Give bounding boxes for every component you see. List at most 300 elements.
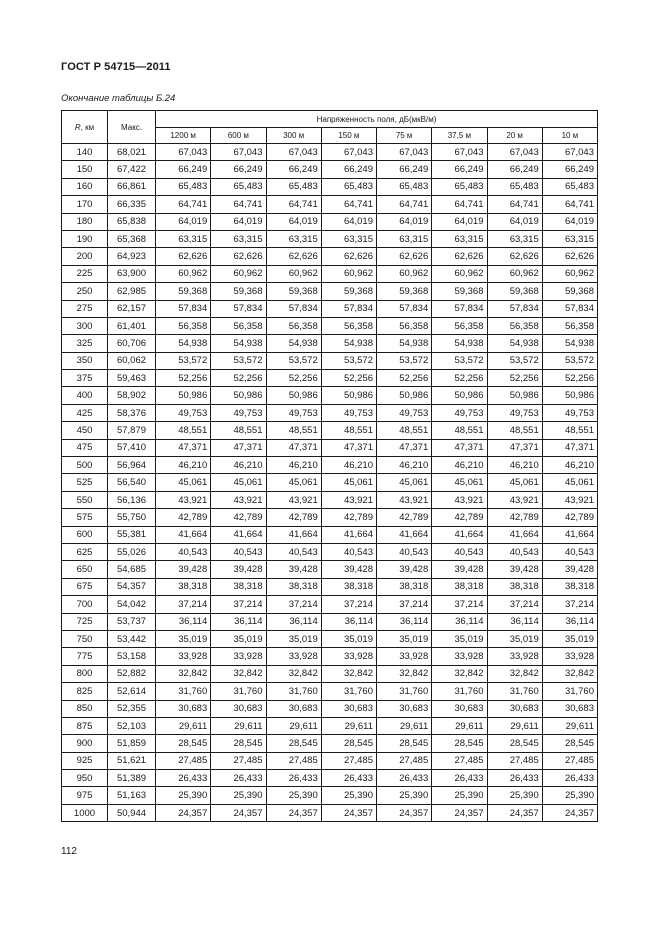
distance-cell: 775 — [62, 648, 108, 665]
distance-cell: 650 — [62, 561, 108, 578]
field-strength-cell: 33,928 — [211, 648, 266, 665]
distance-cell: 1000 — [62, 804, 108, 821]
table-row — [62, 596, 598, 613]
field-strength-cell: 65,483 — [156, 178, 211, 195]
max-value-cell: 64,923 — [108, 248, 156, 265]
distance-cell: 575 — [62, 509, 108, 526]
distance-cell: 475 — [62, 439, 108, 456]
field-strength-cell: 43,921 — [211, 491, 266, 508]
table-row — [62, 161, 598, 178]
distance-cell: 225 — [62, 265, 108, 282]
field-strength-cell: 64,741 — [542, 196, 597, 213]
field-strength-cell: 35,019 — [377, 630, 432, 647]
distance-cell: 140 — [62, 144, 108, 161]
table-row — [62, 317, 598, 334]
field-strength-cell: 67,043 — [377, 144, 432, 161]
field-strength-cell: 48,551 — [266, 422, 321, 439]
table-row — [62, 578, 598, 595]
field-strength-cell: 64,019 — [432, 213, 487, 230]
field-strength-cell: 26,433 — [542, 770, 597, 787]
field-strength-cell: 56,358 — [321, 317, 376, 334]
field-strength-cell: 63,315 — [156, 230, 211, 247]
field-strength-cell: 33,928 — [156, 648, 211, 665]
max-value-cell: 56,540 — [108, 474, 156, 491]
field-strength-cell: 36,114 — [542, 613, 597, 630]
distance-cell: 160 — [62, 178, 108, 195]
field-strength-cell: 45,061 — [156, 474, 211, 491]
distance-cell: 400 — [62, 387, 108, 404]
max-value-cell: 60,706 — [108, 335, 156, 352]
max-value-cell: 60,062 — [108, 352, 156, 369]
table-row — [62, 457, 598, 474]
field-strength-cell: 41,664 — [377, 526, 432, 543]
table-row — [62, 474, 598, 491]
field-strength-cell: 28,545 — [266, 735, 321, 752]
field-strength-cell: 41,664 — [542, 526, 597, 543]
field-strength-cell: 64,741 — [321, 196, 376, 213]
field-strength-cell: 45,061 — [432, 474, 487, 491]
max-value-cell: 55,381 — [108, 526, 156, 543]
max-value-cell: 67,422 — [108, 161, 156, 178]
field-strength-cell: 53,572 — [156, 352, 211, 369]
table-row — [62, 509, 598, 526]
max-value-cell: 65,368 — [108, 230, 156, 247]
max-value-cell: 58,376 — [108, 404, 156, 421]
field-strength-cell: 64,019 — [377, 213, 432, 230]
field-strength-cell: 25,390 — [487, 787, 542, 804]
table-head — [62, 111, 598, 144]
field-strength-cell: 25,390 — [432, 787, 487, 804]
field-strength-cell: 36,114 — [321, 613, 376, 630]
field-strength-cell: 37,214 — [266, 596, 321, 613]
distance-cell: 150 — [62, 161, 108, 178]
field-strength-cell: 28,545 — [211, 735, 266, 752]
field-strength-cell: 45,061 — [377, 474, 432, 491]
field-strength-cell: 35,019 — [211, 630, 266, 647]
field-strength-cell: 26,433 — [156, 770, 211, 787]
field-strength-cell: 59,368 — [266, 283, 321, 300]
field-strength-cell: 66,249 — [156, 161, 211, 178]
field-strength-cell: 27,485 — [542, 752, 597, 769]
field-strength-cell: 25,390 — [321, 787, 376, 804]
field-strength-cell: 66,249 — [377, 161, 432, 178]
max-value-cell: 66,861 — [108, 178, 156, 195]
field-strength-cell: 47,371 — [432, 439, 487, 456]
field-strength-cell: 38,318 — [432, 578, 487, 595]
field-strength-cell: 37,214 — [211, 596, 266, 613]
field-strength-cell: 24,357 — [211, 804, 266, 821]
max-value-cell: 54,042 — [108, 596, 156, 613]
field-strength-cell: 29,611 — [211, 717, 266, 734]
table-row — [62, 248, 598, 265]
distance-cell: 500 — [62, 457, 108, 474]
field-strength-cell: 46,210 — [377, 457, 432, 474]
field-strength-cell: 31,760 — [156, 683, 211, 700]
field-strength-cell: 60,962 — [542, 265, 597, 282]
distance-cell: 525 — [62, 474, 108, 491]
max-value-cell: 55,750 — [108, 509, 156, 526]
field-strength-cell: 63,315 — [321, 230, 376, 247]
column-header-height: 1200 м — [156, 128, 211, 144]
field-strength-cell: 53,572 — [321, 352, 376, 369]
field-strength-cell: 36,114 — [432, 613, 487, 630]
distance-cell: 180 — [62, 213, 108, 230]
field-strength-cell: 50,986 — [487, 387, 542, 404]
column-header-max: Макс. — [108, 111, 156, 144]
max-value-cell: 68,021 — [108, 144, 156, 161]
field-strength-cell: 65,483 — [266, 178, 321, 195]
field-strength-cell: 64,019 — [321, 213, 376, 230]
field-strength-cell: 64,741 — [156, 196, 211, 213]
field-strength-cell: 24,357 — [487, 804, 542, 821]
field-strength-cell: 24,357 — [377, 804, 432, 821]
table-caption: Окончание таблицы Б.24 — [61, 93, 176, 104]
field-strength-cell: 32,842 — [377, 665, 432, 682]
max-value-cell: 52,882 — [108, 665, 156, 682]
table-body — [62, 144, 598, 822]
max-value-cell: 53,442 — [108, 630, 156, 647]
field-strength-cell: 67,043 — [266, 144, 321, 161]
field-strength-cell: 29,611 — [487, 717, 542, 734]
field-strength-cell: 32,842 — [156, 665, 211, 682]
distance-symbol: R — [74, 122, 81, 132]
field-strength-cell: 29,611 — [377, 717, 432, 734]
field-strength-cell: 43,921 — [156, 491, 211, 508]
field-strength-cell: 33,928 — [377, 648, 432, 665]
distance-cell: 450 — [62, 422, 108, 439]
field-strength-cell: 53,572 — [487, 352, 542, 369]
table-head-row — [62, 111, 598, 128]
field-strength-cell: 67,043 — [487, 144, 542, 161]
field-strength-cell: 29,611 — [156, 717, 211, 734]
field-strength-cell: 64,741 — [432, 196, 487, 213]
field-strength-cell: 35,019 — [487, 630, 542, 647]
column-header-height: 600 м — [211, 128, 266, 144]
field-strength-cell: 62,626 — [432, 248, 487, 265]
table-row — [62, 665, 598, 682]
field-strength-cell: 43,921 — [432, 491, 487, 508]
field-strength-cell: 40,543 — [266, 543, 321, 560]
field-strength-cell: 52,256 — [156, 370, 211, 387]
field-strength-cell: 27,485 — [156, 752, 211, 769]
distance-cell: 950 — [62, 770, 108, 787]
field-strength-cell: 38,318 — [377, 578, 432, 595]
field-strength-cell: 48,551 — [432, 422, 487, 439]
field-strength-cell: 59,368 — [156, 283, 211, 300]
field-strength-cell: 42,789 — [377, 509, 432, 526]
field-strength-cell: 29,611 — [432, 717, 487, 734]
field-strength-cell: 31,760 — [266, 683, 321, 700]
table-row — [62, 804, 598, 821]
field-strength-cell: 37,214 — [377, 596, 432, 613]
distance-cell: 750 — [62, 630, 108, 647]
field-strength-cell: 39,428 — [542, 561, 597, 578]
field-strength-cell: 66,249 — [266, 161, 321, 178]
max-value-cell: 52,355 — [108, 700, 156, 717]
field-strength-cell: 52,256 — [321, 370, 376, 387]
table-row — [62, 561, 598, 578]
field-strength-cell: 43,921 — [377, 491, 432, 508]
field-strength-cell: 40,543 — [432, 543, 487, 560]
field-strength-cell: 66,249 — [542, 161, 597, 178]
field-strength-cell: 50,986 — [211, 387, 266, 404]
field-strength-cell: 32,842 — [487, 665, 542, 682]
field-strength-cell: 27,485 — [211, 752, 266, 769]
field-strength-cell: 35,019 — [542, 630, 597, 647]
field-strength-cell: 35,019 — [266, 630, 321, 647]
field-strength-cell: 28,545 — [377, 735, 432, 752]
field-strength-cell: 33,928 — [432, 648, 487, 665]
column-header-height: 150 м — [321, 128, 376, 144]
field-strength-cell: 42,789 — [432, 509, 487, 526]
field-strength-cell: 52,256 — [266, 370, 321, 387]
field-strength-cell: 62,626 — [211, 248, 266, 265]
field-strength-cell: 64,019 — [156, 213, 211, 230]
field-strength-cell: 49,753 — [432, 404, 487, 421]
field-strength-cell: 42,789 — [266, 509, 321, 526]
field-strength-cell: 31,760 — [321, 683, 376, 700]
field-strength-cell: 43,921 — [487, 491, 542, 508]
field-strength-cell: 67,043 — [542, 144, 597, 161]
field-strength-cell: 66,249 — [432, 161, 487, 178]
field-strength-cell: 28,545 — [321, 735, 376, 752]
field-strength-cell: 24,357 — [542, 804, 597, 821]
field-strength-cell: 50,986 — [377, 387, 432, 404]
field-strength-cell: 63,315 — [542, 230, 597, 247]
field-strength-cell: 53,572 — [266, 352, 321, 369]
max-value-cell: 52,103 — [108, 717, 156, 734]
field-strength-cell: 30,683 — [377, 700, 432, 717]
field-strength-cell: 43,921 — [321, 491, 376, 508]
column-header-height: 10 м — [542, 128, 597, 144]
field-strength-cell: 56,358 — [542, 317, 597, 334]
field-strength-cell: 56,358 — [432, 317, 487, 334]
distance-cell: 900 — [62, 735, 108, 752]
field-strength-cell: 60,962 — [156, 265, 211, 282]
field-strength-cell: 30,683 — [432, 700, 487, 717]
field-strength-cell: 57,834 — [211, 300, 266, 317]
field-strength-cell: 26,433 — [211, 770, 266, 787]
field-strength-cell: 57,834 — [487, 300, 542, 317]
field-strength-cell: 41,664 — [211, 526, 266, 543]
field-strength-cell: 25,390 — [266, 787, 321, 804]
field-strength-cell: 65,483 — [211, 178, 266, 195]
field-strength-cell: 31,760 — [542, 683, 597, 700]
field-strength-cell: 27,485 — [487, 752, 542, 769]
field-strength-cell: 45,061 — [321, 474, 376, 491]
field-strength-cell: 41,664 — [432, 526, 487, 543]
field-strength-cell: 48,551 — [321, 422, 376, 439]
field-strength-cell: 65,483 — [487, 178, 542, 195]
field-strength-cell: 30,683 — [321, 700, 376, 717]
field-strength-cell: 47,371 — [266, 439, 321, 456]
field-strength-cell: 62,626 — [266, 248, 321, 265]
distance-cell: 275 — [62, 300, 108, 317]
distance-cell: 425 — [62, 404, 108, 421]
field-strength-cell: 32,842 — [211, 665, 266, 682]
field-strength-cell: 31,760 — [432, 683, 487, 700]
field-strength-cell: 53,572 — [432, 352, 487, 369]
max-value-cell: 53,737 — [108, 613, 156, 630]
field-strength-cell: 56,358 — [211, 317, 266, 334]
field-strength-cell: 39,428 — [377, 561, 432, 578]
max-value-cell: 55,026 — [108, 543, 156, 560]
field-strength-cell: 30,683 — [542, 700, 597, 717]
table-row — [62, 230, 598, 247]
field-strength-cell: 54,938 — [542, 335, 597, 352]
table-row — [62, 770, 598, 787]
field-strength-cell: 57,834 — [432, 300, 487, 317]
distance-cell: 600 — [62, 526, 108, 543]
field-strength-cell: 28,545 — [542, 735, 597, 752]
field-strength-cell: 40,543 — [321, 543, 376, 560]
field-strength-cell: 64,019 — [542, 213, 597, 230]
field-strength-cell: 64,019 — [211, 213, 266, 230]
table-row — [62, 630, 598, 647]
field-strength-cell: 56,358 — [377, 317, 432, 334]
distance-cell: 190 — [62, 230, 108, 247]
field-strength-cell: 28,545 — [487, 735, 542, 752]
max-value-cell: 50,944 — [108, 804, 156, 821]
field-strength-cell: 31,760 — [377, 683, 432, 700]
table-row — [62, 648, 598, 665]
table-row — [62, 439, 598, 456]
field-strength-cell: 35,019 — [432, 630, 487, 647]
table-row — [62, 213, 598, 230]
field-strength-cell: 33,928 — [542, 648, 597, 665]
field-strength-cell: 35,019 — [321, 630, 376, 647]
field-strength-cell: 53,572 — [542, 352, 597, 369]
field-strength-cell: 42,789 — [321, 509, 376, 526]
field-strength-cell: 30,683 — [156, 700, 211, 717]
field-strength-cell: 57,834 — [321, 300, 376, 317]
field-strength-cell: 29,611 — [542, 717, 597, 734]
max-value-cell: 54,685 — [108, 561, 156, 578]
field-strength-cell: 47,371 — [377, 439, 432, 456]
max-value-cell: 62,157 — [108, 300, 156, 317]
field-strength-cell: 65,483 — [321, 178, 376, 195]
table-row — [62, 717, 598, 734]
field-strength-cell: 27,485 — [266, 752, 321, 769]
field-strength-cell: 53,572 — [211, 352, 266, 369]
field-strength-cell: 64,741 — [211, 196, 266, 213]
distance-cell: 700 — [62, 596, 108, 613]
max-value-cell: 56,964 — [108, 457, 156, 474]
table-row — [62, 404, 598, 421]
field-strength-cell: 60,962 — [487, 265, 542, 282]
field-strength-cell: 45,061 — [211, 474, 266, 491]
distance-cell: 825 — [62, 683, 108, 700]
max-value-cell: 59,463 — [108, 370, 156, 387]
field-strength-cell: 49,753 — [487, 404, 542, 421]
field-strength-cell: 33,928 — [321, 648, 376, 665]
field-strength-cell: 47,371 — [156, 439, 211, 456]
field-strength-cell: 54,938 — [266, 335, 321, 352]
field-strength-cell: 59,368 — [432, 283, 487, 300]
field-strength-cell: 46,210 — [156, 457, 211, 474]
field-strength-cell: 31,760 — [211, 683, 266, 700]
table-row — [62, 700, 598, 717]
field-strength-cell: 38,318 — [211, 578, 266, 595]
field-strength-cell: 57,834 — [377, 300, 432, 317]
field-strength-cell: 57,834 — [266, 300, 321, 317]
column-group-header-field-strength: Напряженность поля, дБ(мкВ/м) — [156, 111, 598, 128]
field-strength-cell: 37,214 — [487, 596, 542, 613]
distance-cell: 550 — [62, 491, 108, 508]
distance-cell: 375 — [62, 370, 108, 387]
field-strength-cell: 50,986 — [321, 387, 376, 404]
field-strength-cell: 60,962 — [432, 265, 487, 282]
field-strength-cell: 41,664 — [487, 526, 542, 543]
field-strength-cell: 26,433 — [321, 770, 376, 787]
distance-cell: 725 — [62, 613, 108, 630]
field-strength-cell: 42,789 — [542, 509, 597, 526]
field-strength-cell: 64,019 — [266, 213, 321, 230]
table-row — [62, 196, 598, 213]
distance-cell: 675 — [62, 578, 108, 595]
max-value-cell: 51,621 — [108, 752, 156, 769]
field-strength-cell: 65,483 — [377, 178, 432, 195]
field-strength-cell: 50,986 — [542, 387, 597, 404]
field-strength-cell: 27,485 — [321, 752, 376, 769]
distance-cell: 875 — [62, 717, 108, 734]
table-row — [62, 370, 598, 387]
max-value-cell: 63,900 — [108, 265, 156, 282]
field-strength-cell: 29,611 — [266, 717, 321, 734]
field-strength-cell: 25,390 — [156, 787, 211, 804]
field-strength-cell: 24,357 — [266, 804, 321, 821]
field-strength-cell: 24,357 — [432, 804, 487, 821]
max-value-cell: 57,410 — [108, 439, 156, 456]
field-strength-cell: 26,433 — [432, 770, 487, 787]
field-strength-cell: 28,545 — [156, 735, 211, 752]
field-strength-cell: 54,938 — [321, 335, 376, 352]
distance-unit: , км — [80, 122, 95, 132]
max-value-cell: 62,985 — [108, 283, 156, 300]
field-strength-cell: 24,357 — [156, 804, 211, 821]
field-strength-cell: 36,114 — [211, 613, 266, 630]
max-value-cell: 57,879 — [108, 422, 156, 439]
field-strength-cell: 52,256 — [542, 370, 597, 387]
column-header-distance — [62, 111, 108, 144]
field-strength-cell: 54,938 — [211, 335, 266, 352]
field-strength-cell: 45,061 — [487, 474, 542, 491]
table-row — [62, 491, 598, 508]
field-strength-cell: 32,842 — [542, 665, 597, 682]
max-value-cell: 51,859 — [108, 735, 156, 752]
field-strength-cell: 50,986 — [266, 387, 321, 404]
field-strength-cell: 26,433 — [266, 770, 321, 787]
field-strength-cell: 37,214 — [432, 596, 487, 613]
field-strength-cell: 63,315 — [432, 230, 487, 247]
field-strength-cell: 56,358 — [266, 317, 321, 334]
field-strength-cell: 37,214 — [321, 596, 376, 613]
field-strength-cell: 32,842 — [432, 665, 487, 682]
field-strength-cell: 60,962 — [377, 265, 432, 282]
field-strength-cell: 50,986 — [156, 387, 211, 404]
distance-cell: 800 — [62, 665, 108, 682]
field-strength-cell: 60,962 — [321, 265, 376, 282]
field-strength-cell: 59,368 — [211, 283, 266, 300]
column-header-height: 300 м — [266, 128, 321, 144]
field-strength-cell: 39,428 — [156, 561, 211, 578]
distance-cell: 325 — [62, 335, 108, 352]
field-strength-cell: 39,428 — [432, 561, 487, 578]
max-value-cell: 52,614 — [108, 683, 156, 700]
field-strength-cell: 39,428 — [321, 561, 376, 578]
distance-cell: 200 — [62, 248, 108, 265]
max-value-cell: 66,335 — [108, 196, 156, 213]
